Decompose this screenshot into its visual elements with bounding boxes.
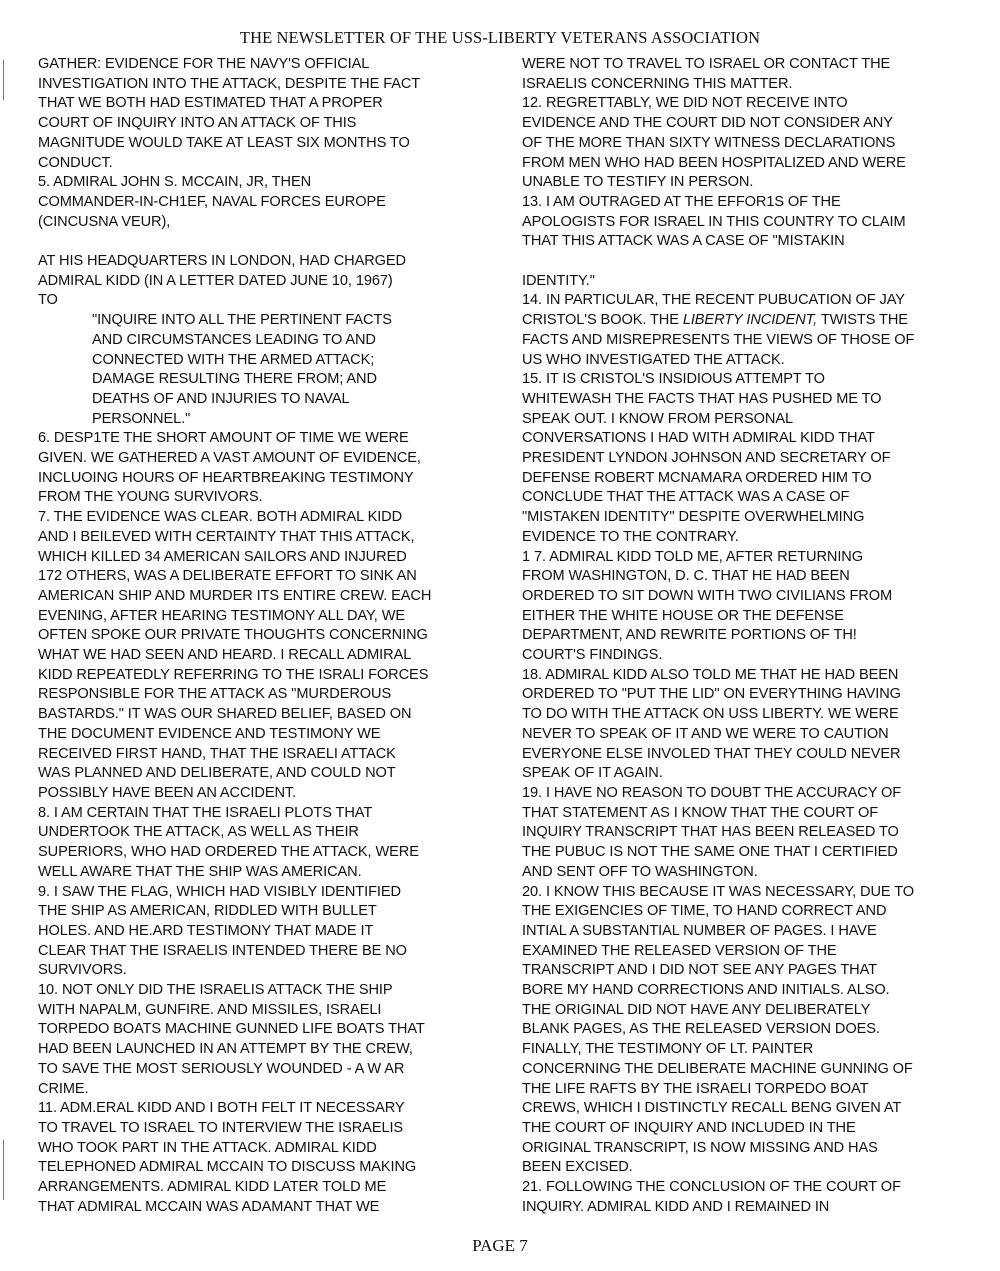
text-line: TO SAVE THE MOST SERIOUSLY WOUNDED - A W AR (38, 1060, 405, 1077)
text-line: AT HIS HEADQUARTERS IN LONDON, HAD CHARGED (38, 253, 406, 270)
text-line: CONCERNING THE DELIBERATE MACHINE GUNNING OF (522, 1060, 913, 1077)
text-line (38, 232, 494, 252)
text-line: INQUIRY. ADMIRAL KIDD AND I REMAINED IN (522, 1198, 830, 1215)
text-line: CONCLUDE THAT THE ATTACK WAS A CASE OF (522, 489, 850, 506)
text-line: COURT OF INQUIRY INTO AN ATTACK OF THIS (38, 115, 357, 132)
text-line: THE LIFE RAFTS BY THE ISRAELI TORPEDO BOAT (522, 1080, 869, 1097)
text-line: UNDERTOOK THE ATTACK, AS WELL AS THEIR (38, 824, 359, 841)
text-line: THAT ADMIRAL MCCAIN WAS ADAMANT THAT WE (38, 1198, 380, 1215)
text-line: RESPONSIBLE FOR THE ATTACK AS "MURDEROUS (38, 686, 392, 703)
text-line: AMERICAN SHIP AND MURDER ITS ENTIRE CREW. EACH (38, 587, 432, 604)
text-line: AND CIRCUMSTANCES LEADING TO AND (92, 331, 376, 348)
text-line: ARRANGEMENTS. ADMIRAL KIDD LATER TOLD ME (38, 1179, 387, 1196)
text-line: FROM WASHINGTON, D. C. THAT HE HAD BEEN (522, 568, 850, 585)
text-line: "INQUIRE INTO ALL THE PERTINENT FACTS (92, 312, 392, 329)
text-line: BORE MY HAND CORRECTIONS AND INITIALS. ALSO. (522, 982, 890, 999)
book-title: LIBERTY INCIDENT, (682, 312, 818, 329)
text-line: TRANSCRIPT AND I DID NOT SEE ANY PAGES THAT (522, 962, 877, 979)
text-line: WERE NOT TO TRAVEL TO ISRAEL OR CONTACT THE (522, 56, 891, 72)
text-line: NEVER TO SPEAK OF IT AND WE WERE TO CAUTION (522, 725, 889, 742)
text-line: EVIDENCE AND THE COURT DID NOT CONSIDER ANY (522, 115, 893, 132)
text-line: EITHER THE WHITE HOUSE OR THE DEFENSE (522, 607, 844, 624)
text-line: WAS PLANNED AND DELIBERATE, AND COULD NOT (38, 765, 396, 782)
text-line: CONNECTED WITH THE ARMED ATTACK; (92, 351, 375, 368)
text-line: THAT THIS ATTACK WAS A CASE OF "MISTAKIN (522, 233, 845, 250)
text-line: UNABLE TO TESTIFY IN PERSON. (522, 174, 754, 191)
text-line: 5. ADMIRAL JOHN S. MCCAIN, JR, THEN (38, 174, 312, 191)
text-line: FACTS AND MISREPRESENTS THE VIEWS OF THOSE OF (522, 331, 915, 348)
text-line: THE ORIGINAL DID NOT HAVE ANY DELIBERATELY (522, 1001, 871, 1018)
text-line: WHICH KILLED 34 AMERICAN SAILORS AND INJURED (38, 548, 407, 565)
text-line: DEPARTMENT, AND REWRITE PORTIONS OF TH! (522, 627, 857, 644)
text-line: INQUIRY TRANSCRIPT THAT HAS BEEN RELEASED TO (522, 824, 899, 841)
text-line: ORDERED TO SIT DOWN WITH TWO CIVILIANS FROM (522, 587, 893, 604)
text-line: ADMIRAL KIDD (IN A LETTER DATED JUNE 10, 1967) (38, 272, 393, 289)
text-line: 7. THE EVIDENCE WAS CLEAR. BOTH ADMIRAL KIDD (38, 509, 403, 526)
text-line: APOLOGISTS FOR ISRAEL IN THIS COUNTRY TO CLAIM (522, 213, 906, 230)
text-line: EVENING, AFTER HEARING TESTIMONY ALL DAY, WE (38, 607, 406, 624)
text-line: 15. IT IS CRISTOL'S INSIDIOUS ATTEMPT TO (522, 371, 825, 388)
text-line: GATHER: EVIDENCE FOR THE NAVY'S OFFICIAL (38, 56, 370, 72)
text-line: THE SHIP AS AMERICAN, RIDDLED WITH BULLET (38, 903, 377, 920)
text-line: 172 OTHERS, WAS A DELIBERATE EFFORT TO SINK AN (38, 568, 417, 585)
text-line: THAT STATEMENT AS I KNOW THAT THE COURT OF (522, 804, 879, 821)
text-line: EXAMINED THE RELEASED VERSION OF THE (522, 942, 837, 959)
text-line: (CINCUSNA VEUR), (38, 213, 171, 230)
text-line: BLANK PAGES, AS THE RELEASED VERSION DOES. (522, 1021, 880, 1038)
text-line: KIDD REPEATEDLY REFERRING TO THE ISRALI FORCES (38, 666, 429, 683)
text-line: DEATHS OF AND INJURIES TO NAVAL (92, 390, 350, 407)
text-line: FINALLY, THE TESTIMONY OF LT. PAINTER (522, 1041, 814, 1058)
scan-edge-mark (3, 1140, 4, 1200)
text-line: FROM THE YOUNG SURVIVORS. (38, 489, 263, 506)
text-line: THE EXIGENCIES OF TIME, TO HAND CORRECT AND (522, 903, 887, 920)
text-line: 10. NOT ONLY DID THE ISRAELIS ATTACK THE SHIP (38, 982, 393, 999)
text-line: ORDERED TO "PUT THE LID" ON EVERYTHING HAVING (522, 686, 901, 703)
text-line: SPEAK OF IT AGAIN. (522, 765, 663, 782)
text-line: 6. DESP1TE THE SHORT AMOUNT OF TIME WE WERE (38, 430, 409, 447)
text-line: 21. FOLLOWING THE CONCLUSION OF THE COURT OF (522, 1179, 901, 1196)
text-line: WHAT WE HAD SEEN AND HEARD. I RECALL ADMIRAL (38, 647, 412, 664)
scan-edge-mark (3, 60, 4, 100)
text-line: PRESIDENT LYNDON JOHNSON AND SECRETARY OF (522, 450, 891, 467)
text-line: AND SENT OFF TO WASHINGTON. (522, 863, 758, 880)
text-line: US WHO INVESTIGATED THE ATTACK. (522, 351, 785, 368)
text-line: CRIME. (38, 1080, 89, 1097)
text-line: PERSONNEL." (92, 410, 191, 427)
text-line: POSSIBLY HAVE BEEN AN ACCIDENT. (38, 785, 297, 801)
text-line: WHO TOOK PART IN THE ATTACK. ADMIRAL KIDD (38, 1139, 377, 1156)
text-line: OF THE MORE THAN SIXTY WITNESS DECLARATIONS (522, 134, 896, 151)
text-line: HAD BEEN LAUNCHED IN AN ATTEMPT BY THE CREW, (38, 1041, 413, 1058)
text-line: IDENTITY." (522, 272, 595, 289)
text-line: FROM MEN WHO HAD BEEN HOSPITALIZED AND WERE (522, 154, 906, 171)
text-line: AND I BEILEVED WITH CERTAINTY THAT THIS ATTACK, (38, 528, 415, 545)
text-line: MAGNITUDE WOULD TAKE AT LEAST SIX MONTHS TO (38, 134, 410, 151)
text-line (522, 252, 974, 272)
text-line: 20. I KNOW THIS BECAUSE IT WAS NECESSARY, DUE TO (522, 883, 915, 900)
text-line: HOLES. AND HE.ARD TESTIMONY THAT MADE IT (38, 922, 374, 939)
text-line: TELEPHONED ADMIRAL MCCAIN TO DISCUSS MAKING (38, 1159, 417, 1176)
page-number: PAGE 7 (472, 1236, 528, 1255)
text-line: CONDUCT. (38, 154, 113, 171)
text-line: COMMANDER-IN-CH1EF, NAVAL FORCES EUROPE (38, 193, 386, 210)
text-line: GIVEN. WE GATHERED A VAST AMOUNT OF EVIDENCE, (38, 450, 421, 467)
text-line: ISRAELIS CONCERNING THIS MATTER. (522, 75, 793, 92)
text-line: 9. I SAW THE FLAG, WHICH HAD VISIBLY IDENTIFIED (38, 883, 401, 900)
text-line: WELL AWARE THAT THE SHIP WAS AMERICAN. (38, 863, 362, 880)
text-line: "MISTAKEN IDENTITY" DESPITE OVERWHELMING (522, 509, 865, 526)
text-line: COURT'S FINDINGS. (522, 647, 663, 664)
text-line: INCLUOING HOURS OF HEARTBREAKING TESTIMONY (38, 469, 414, 486)
text-line: OFTEN SPOKE OUR PRIVATE THOUGHTS CONCERNING (38, 627, 428, 644)
text-line: TO TRAVEL TO ISRAEL TO INTERVIEW THE ISRAELIS (38, 1119, 404, 1136)
left-column (38, 55, 494, 1217)
text-line: EVIDENCE TO THE CONTRARY. (522, 528, 739, 545)
text-line: BEEN EXCISED. (522, 1159, 633, 1176)
right-column (522, 55, 974, 1217)
text-line: SUPERIORS, WHO HAD ORDERED THE ATTACK, WERE (38, 844, 419, 861)
text-line: WITH NAPALM, GUNFIRE. AND MISSILES, ISRAELI (38, 1001, 382, 1018)
text-line: 11. ADM.ERAL KIDD AND I BOTH FELT IT NECESSARY (38, 1100, 405, 1117)
text-line: 13. I AM OUTRAGED AT THE EFFOR1S OF THE (522, 193, 841, 210)
text-line: 19. I HAVE NO REASON TO DOUBT THE ACCURACY OF (522, 785, 902, 801)
text-line: ORIGINAL TRANSCRIPT, IS NOW MISSING AND HAS (522, 1139, 878, 1156)
text-line: THE DOCUMENT EVIDENCE AND TESTIMONY WE (38, 725, 381, 742)
text-line: CONVERSATIONS I HAD WITH ADMIRAL KIDD THAT (522, 430, 875, 447)
text-line: EVERYONE ELSE INVOLED THAT THEY COULD NEVER (522, 745, 901, 762)
text-line: SURVIVORS. (38, 962, 127, 979)
text-line: TO (38, 292, 58, 309)
text-line: SPEAK OUT. I KNOW FROM PERSONAL (522, 410, 793, 427)
text-line: INTIAL A SUBSTANTIAL NUMBER OF PAGES. I HAVE (522, 922, 877, 939)
text-line: RECEIVED FIRST HAND, THAT THE ISRAELI ATTACK (38, 745, 396, 762)
text-line: THE PUBUC IS NOT THE SAME ONE THAT I CERTIFIED (522, 844, 898, 861)
text-line: TORPEDO BOATS MACHINE GUNNED LIFE BOATS THAT (38, 1021, 425, 1038)
text-line: THE COURT OF INQUIRY AND INCLUDED IN THE (522, 1119, 856, 1136)
newsletter-header: THE NEWSLETTER OF THE USS-LIBERTY VETERANS ASSOCIATION (239, 28, 761, 47)
text-line: CLEAR THAT THE ISRAELIS INTENDED THERE BE NO (38, 942, 407, 959)
text-line: 12. REGRETTABLY, WE DID NOT RECEIVE INTO (522, 95, 848, 112)
text-line: CRISTOL'S BOOK. THE LIBERTY INCIDENT, TWISTS THE (522, 312, 908, 329)
text-line: CREWS, WHICH I DISTINCTLY RECALL BENG GIVEN AT (522, 1100, 902, 1117)
text-line: BASTARDS." IT WAS OUR SHARED BELIEF, BASED ON (38, 706, 412, 723)
text-line: THAT WE BOTH HAD ESTIMATED THAT A PROPER (38, 95, 383, 112)
text-line: 8. I AM CERTAIN THAT THE ISRAELI PLOTS THAT (38, 804, 373, 821)
text-line: INVESTIGATION INTO THE ATTACK, DESPITE THE FACT (38, 75, 421, 92)
text-line: 1 7. ADMIRAL KIDD TOLD ME, AFTER RETURNING (522, 548, 863, 565)
text-line: WHITEWASH THE FACTS THAT HAS PUSHED ME TO (522, 390, 882, 407)
text-line: TO DO WITH THE ATTACK ON USS LIBERTY. WE WERE (522, 706, 899, 723)
text-line: 14. IN PARTICULAR, THE RECENT PUBUCATION OF JAY (522, 292, 905, 309)
text-line: DEFENSE ROBERT MCNAMARA ORDERED HIM TO (522, 469, 872, 486)
text-line: DAMAGE RESULTING THERE FROM; AND (92, 371, 377, 388)
text-line: 18. ADMIRAL KIDD ALSO TOLD ME THAT HE HAD BEEN (522, 666, 899, 683)
